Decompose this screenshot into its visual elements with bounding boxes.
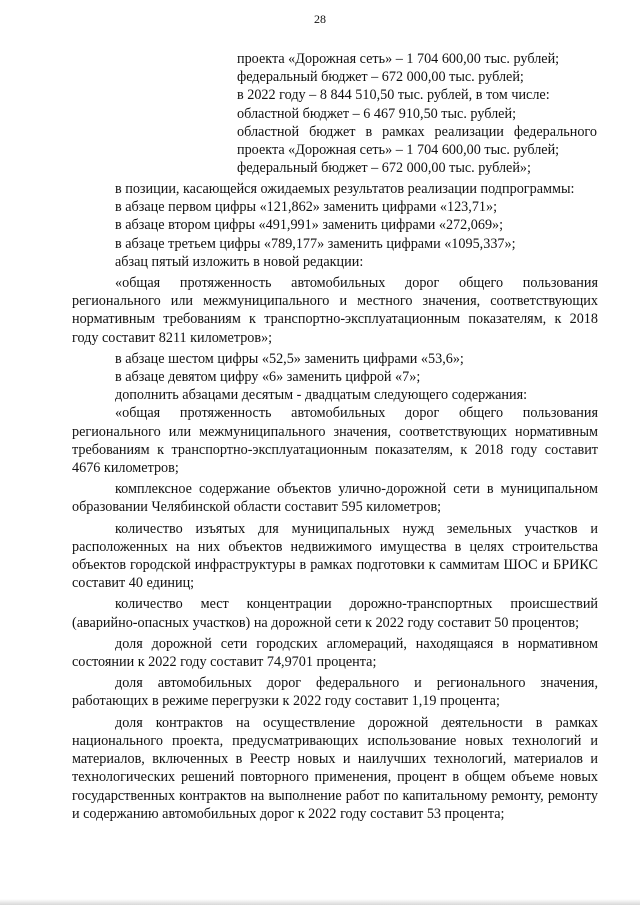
paragraph-quote-length-8211: «общая протяженность автомобильных дорог общего пользования регионального или межмуниципального и местного значения, соответствующих нормативным требованиям к транспортно-эксплуатационным показателям, к 2018 году составит 8211 километров»; xyxy=(72,275,598,346)
budget-line: проекта «Дорожная сеть» – 1 704 600,00 тыс. рублей; xyxy=(237,142,560,159)
budget-line: проекта «Дорожная сеть» – 1 704 600,00 тыс. рублей; xyxy=(237,51,560,67)
paragraph-accident-sites: количество мест концентрации дорожно-транспортных происшествий (аварийно-опасных участков) на дорожной сети к 2022 году составит 50 процентов; xyxy=(72,596,598,631)
page-bottom-edge xyxy=(0,899,640,905)
paragraph-amend-5: абзац пятый изложить в новой редакции: xyxy=(115,253,364,270)
paragraph-add-10-20: дополнить абзацами десятым - двадцатым следующего содержания: xyxy=(115,387,528,404)
paragraph-agglomeration-share: доля дорожной сети городских агломераций, находящаяся в нормативном состоянии к 2022 году составит 74,9701 процента; xyxy=(72,635,598,671)
page-number: 28 xyxy=(314,12,326,26)
paragraph-amend-1: в абзаце первом цифры «121,862» заменить цифрами «123,71»; xyxy=(115,199,498,216)
budget-line: федеральный бюджет – 672 000,00 тыс. рублей; xyxy=(237,69,524,86)
paragraph-amend-6: в абзаце шестом цифры «52,5» заменить цифрами «53,6»; xyxy=(115,350,464,367)
budget-line: областной бюджет в рамках реализации федерального xyxy=(237,123,597,140)
budget-continuation-block xyxy=(237,50,597,177)
document-body xyxy=(72,180,598,823)
paragraph-expected-results: в позиции, касающейся ожидаемых результатов реализации подпрограммы: xyxy=(115,181,575,197)
paragraph-overload-share: доля автомобильных дорог федерального и регионального значения, работающих в режиме перегрузки к 2022 году составит 1,19 процента; xyxy=(72,675,598,710)
budget-line: областной бюджет – 6 467 910,50 тыс. рублей; xyxy=(237,105,517,122)
paragraph-contracts-share: доля контрактов на осуществление дорожной деятельности в рамках национального проекта, предусматривающих использование новых технологий и материалов, включенных в Реестр новых и наилучших технологий, материалов и технологических решений повторного применения, процент в общем объеме новых государственных контрактов на выполнение работ по капитальному ремонту, ремонту и содержанию автомобильных дорог к 2022 году составит 53 процента; xyxy=(72,714,598,822)
paragraph-amend-2: в абзаце втором цифры «491,991» заменить цифрами «272,069»; xyxy=(115,217,504,234)
paragraph-land-plots: количество изъятых для муниципальных нужд земельных участков и расположенных на них объектов недвижимого имущества в целях строительства объектов городской инфраструктуры в рамках подготовки к саммитам ШОС и БРИКС составит 40 единиц; xyxy=(72,520,598,592)
paragraph-street-network: комплексное содержание объектов улично-дорожной сети в муниципальном образовании Челябинской области составит 595 километров; xyxy=(72,481,598,516)
paragraph-amend-3: в абзаце третьем цифры «789,177» заменить цифрами «1095,337»; xyxy=(115,235,516,252)
budget-line: в 2022 году – 8 844 510,50 тыс. рублей, в том числе: xyxy=(237,87,550,104)
budget-line: федеральный бюджет – 672 000,00 тыс. рублей»; xyxy=(237,160,531,177)
paragraph-quote-length-4676: «общая протяженность автомобильных дорог общего пользования регионального или межмуниципального значения, соответствующих нормативным требованиям к транспортно-эксплуатационным показателям, к 2018 году составит 4676 километров; xyxy=(72,405,598,477)
paragraph-amend-9: в абзаце девятом цифру «6» заменить цифрой «7»; xyxy=(115,369,421,386)
